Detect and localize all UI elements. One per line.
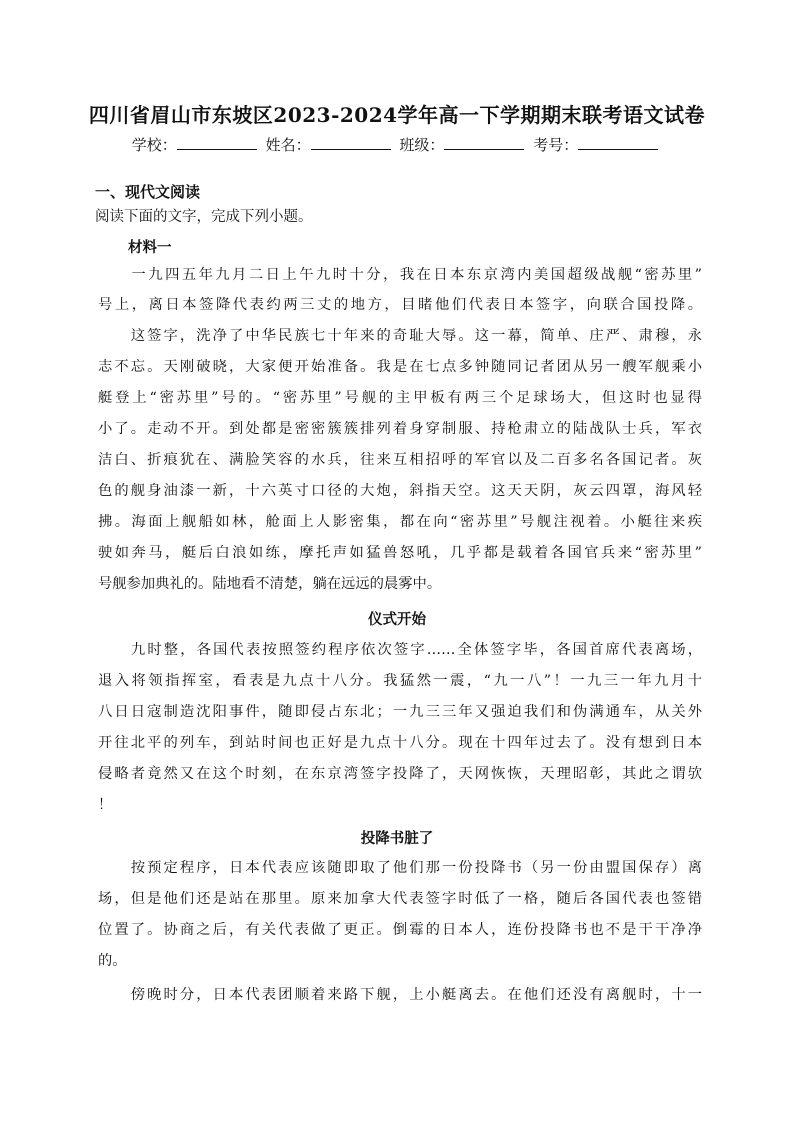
class-label: 班级： <box>399 136 445 154</box>
material-title: 材料一 <box>128 239 172 256</box>
text-line: 这签字，洗净了中华民族七十年来的奇耻大辱。这一幕，简单、庄严、肃穆，永 <box>98 328 702 344</box>
text-line: 按预定程序，日本代表应该随即取了他们那一份投降书（另一份由盟国保存）离 <box>98 860 702 876</box>
text-line: 号上，离日本签降代表约两三丈的地方，目睹他们代表日本签字，向联合国投降。 <box>98 297 702 313</box>
text-line: 九时整，各国代表按照签约程序依次签字……全体签字毕，各国首席代表离场， <box>98 642 702 658</box>
school-blank[interactable] <box>177 135 257 150</box>
number-blank[interactable] <box>578 135 658 150</box>
text-line: 的。 <box>98 953 127 969</box>
text-line: ！ <box>98 797 113 813</box>
subheading-surrender: 投降书脏了 <box>360 830 434 847</box>
subheading-ceremony: 仪式开始 <box>368 611 426 628</box>
text-line: 退入将领指挥室，看表是九点十八分。我猛然一震，“九一八”！一九三一年九月十 <box>98 673 702 689</box>
text-line: 洁白、折痕犹在、满脸笑容的水兵，往来互相招呼的军官以及二百多名各国记者。灰 <box>98 452 702 468</box>
text-line: 一九四五年九月二日上午九时十分，我在日本东京湾内美国超级战舰“密苏里” <box>98 267 702 283</box>
number-label: 考号： <box>533 136 579 154</box>
exam-title: 四川省眉山市东坡区2023-2024学年高一下学期期末联考语文试卷 <box>88 103 706 127</box>
text-line: 色的舰身油漆一新，十六英寸口径的大炮，斜指天空。这天天阴，灰云四罩，海风轻 <box>98 483 702 499</box>
text-line: 号舰参加典礼的。陆地看不清楚，躺在远远的晨雾中。 <box>98 576 442 592</box>
class-blank[interactable] <box>444 135 524 150</box>
text-line: 志不忘。天刚破晓，大家便开始准备。我是在七点多钟随同记者团从另一艘军舰乘小 <box>98 359 702 375</box>
instruction-text: 阅读下面的文字，完成下列小题。 <box>95 209 313 225</box>
school-label: 学校： <box>131 136 177 154</box>
text-line: 场，但是他们还是站在那里。原来加拿大代表签字时低了一格，随后各国代表也签错 <box>98 891 702 907</box>
text-line: 拂。海面上舰船如林，舱面上人影密集，都在向“密苏里”号舰注视着。小艇往来疾 <box>98 514 702 530</box>
text-line: 侵略者竟然又在这个时刻，在东京湾签字投降了，天网恢恢，天理昭彰，其此之谓欤 <box>98 766 702 782</box>
text-line: 八日日寇制造沈阳事件，随即侵占东北；一九三三年又强迫我们和伪满通车，从关外 <box>98 704 702 720</box>
student-info-line <box>0 134 794 155</box>
text-line: 开往北平的列车，到站时间也正好是九点十八分。现在十四年过去了。没有想到日本 <box>98 735 702 751</box>
text-line: 艇登上“密苏里”号的。“密苏里”号舰的主甲板有两三个足球场大，但这时也显得 <box>98 390 702 406</box>
name-label: 姓名： <box>265 136 311 154</box>
text-line: 傍晚时分，日本代表团顺着来路下舰，上小艇离去。在他们还没有离舰时，十一 <box>98 987 702 1003</box>
text-line: 位置了。协商之后，有关代表做了更正。倒霉的日本人，连份投降书也不是干干净净 <box>98 922 702 938</box>
text-line: 驶如奔马，艇后白浪如练，摩托声如猛兽怒吼，几乎都是载着各国官兵来“密苏里” <box>98 545 702 561</box>
name-blank[interactable] <box>311 135 391 150</box>
section-heading: 一、现代文阅读 <box>95 183 201 201</box>
text-line: 小了。走动不开。到处都是密密簇簇排列着身穿制服、持枪肃立的陆战队士兵，军衣 <box>98 421 702 437</box>
